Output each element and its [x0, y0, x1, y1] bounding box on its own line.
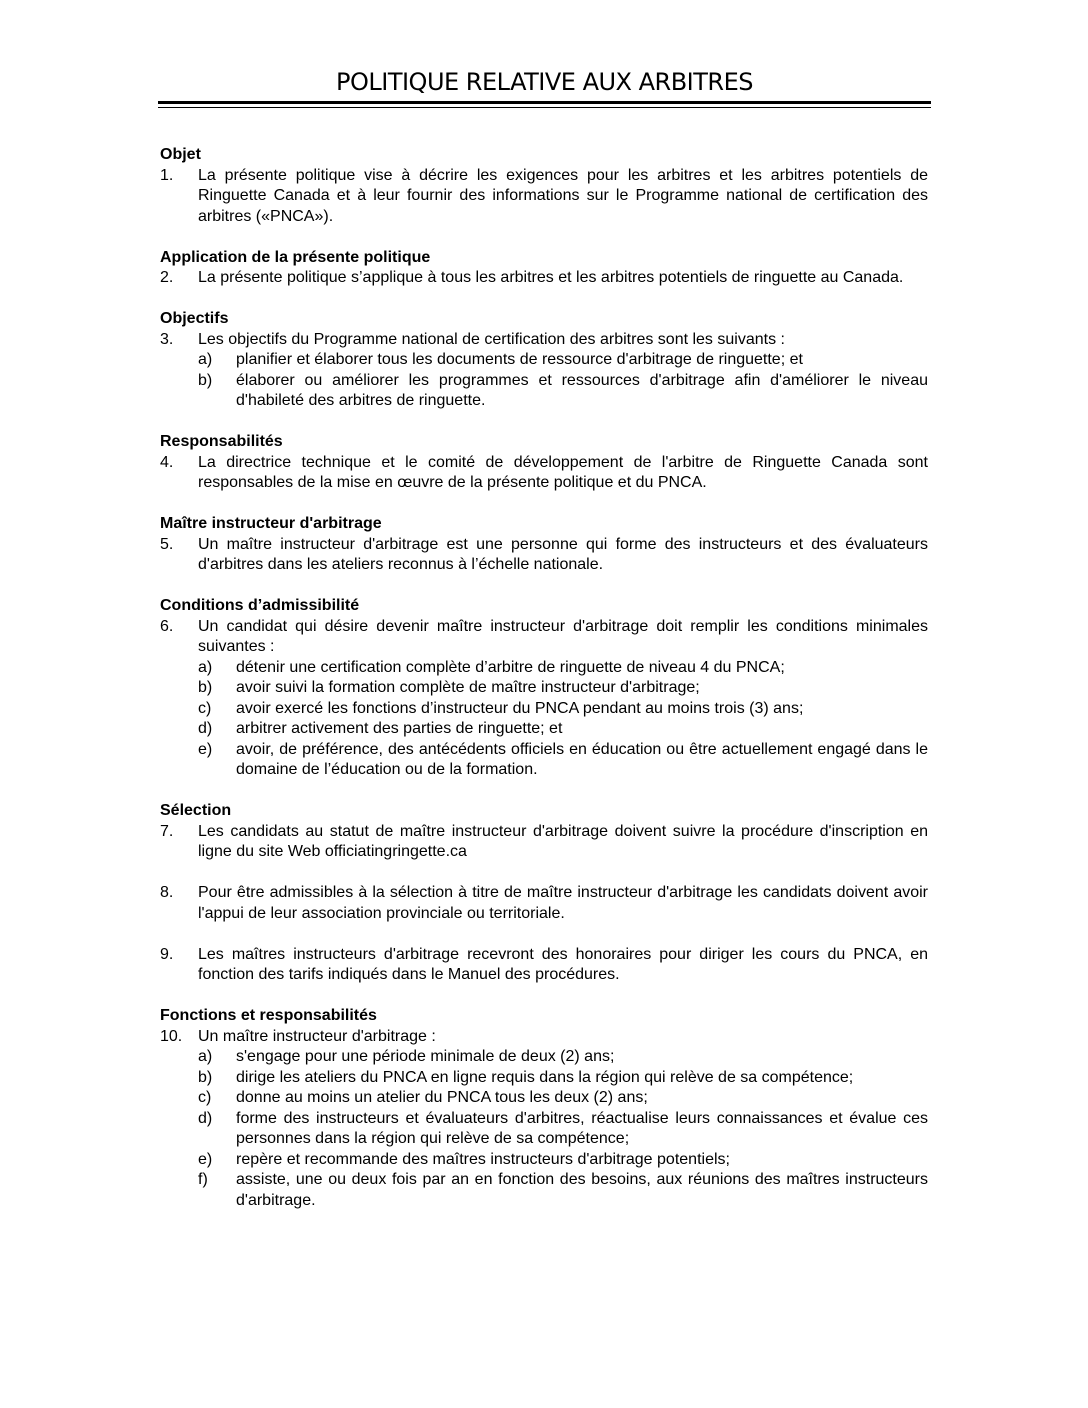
clause-text: La présente politique s’applique à tous les arbitres et les arbitres potentiels de ringuette au Canada.: [198, 269, 904, 286]
policy-section: [160, 514, 928, 576]
clause-number: 5.: [160, 535, 174, 553]
clause-text: La directrice technique et le comité de développement de l'arbitre de Ringuette Canada sont responsables de la mise en œuvre de la présente politique et du PNCA.: [198, 453, 928, 491]
sub-clause-letter: d): [198, 1109, 213, 1127]
section-heading: Maître instructeur d'arbitrage: [160, 515, 382, 532]
clause-text: Un maître instructeur d'arbitrage :: [198, 1027, 436, 1045]
section-heading: Sélection: [160, 802, 232, 819]
sub-clause: [198, 371, 928, 412]
sub-clause-letter: c): [198, 699, 212, 717]
policy-section: [160, 248, 928, 289]
sub-clause-text: avoir, de préférence, des antécédents officiels en éducation ou être actuellement engagé dans le domaine de l’éducation ou de la formation.: [236, 740, 928, 778]
section-heading: Conditions d’admissibilité: [160, 597, 360, 614]
numbered-clause: [160, 617, 928, 781]
numbered-clause: [160, 268, 928, 289]
sub-clause: [198, 1170, 928, 1211]
sub-clause: [198, 678, 928, 699]
clause-text: Pour être admissibles à la sélection à titre de maître instructeur d'arbitrage les candidats doivent avoir l'appui de leur association provinciale ou territoriale.: [198, 884, 928, 922]
clause-number: 8.: [160, 884, 174, 901]
sub-clause-letter: a): [198, 1048, 213, 1065]
policy-content: [160, 145, 928, 1232]
sub-clause-letter: d): [198, 720, 213, 737]
numbered-clause: [160, 1027, 928, 1212]
clause-number: 10.: [160, 1027, 183, 1045]
sub-clause: [198, 699, 928, 720]
policy-section: [160, 1006, 928, 1211]
numbered-clause: [160, 535, 928, 576]
sub-clause-letter: b): [198, 679, 213, 696]
numbered-clause: [160, 330, 928, 412]
numbered-clause: [160, 166, 928, 228]
sub-clause: [198, 740, 928, 781]
sub-clause: [198, 350, 928, 371]
clause-number: 3.: [160, 330, 174, 348]
section-heading: Fonctions et responsabilités: [160, 1007, 377, 1024]
sub-clause-text: forme des instructeurs et évaluateurs d'arbitres, réactualise leurs connaissances et évalue ces personnes dans la région qui relève de sa compétence;: [236, 1109, 928, 1147]
sub-clause-text: dirige les ateliers du PNCA en ligne requis dans la région qui relève de sa compétence;: [236, 1068, 854, 1086]
sub-clause-letter: e): [198, 740, 213, 758]
sub-clause-text: s'engage pour une période minimale de deux (2) ans;: [236, 1048, 615, 1065]
sub-clause-text: avoir suivi la formation complète de maître instructeur d'arbitrage;: [236, 679, 700, 696]
sub-clause-letter: a): [198, 351, 213, 368]
sub-clause-text: arbitrer activement des parties de ringuette; et: [236, 720, 563, 737]
numbered-clause: [160, 945, 928, 986]
policy-section: [160, 596, 928, 781]
clause-text: Un candidat qui désire devenir maître instructeur d'arbitrage doit remplir les conditions minimales suivantes :: [198, 617, 928, 655]
title-rule-thin: [158, 107, 931, 108]
clause-text: Les maîtres instructeurs d'arbitrage recevront des honoraires pour diriger les cours du PNCA, en fonction des tarifs indiqués dans le Manuel des procédures.: [198, 945, 928, 983]
sub-clause: [198, 1088, 928, 1109]
policy-section: [160, 432, 928, 494]
sub-clause-letter: a): [198, 658, 213, 676]
page-title: POLITIQUE RELATIVE AUX ARBITRES: [336, 68, 753, 96]
sub-clause: [198, 719, 928, 740]
clause-number: 7.: [160, 822, 174, 840]
sub-clause-text: repère et recommande des maîtres instructeurs d'arbitrage potentiels;: [236, 1150, 730, 1168]
sub-clause-text: détenir une certification complète d’arbitre de ringuette de niveau 4 du PNCA;: [236, 658, 785, 676]
policy-section: [160, 309, 928, 412]
sub-clause: [198, 1109, 928, 1150]
policy-section: [160, 801, 928, 986]
sub-clause-letter: b): [198, 1068, 213, 1086]
numbered-clause: [160, 822, 928, 863]
clause-number: 4.: [160, 453, 174, 471]
clause-number: 1.: [160, 166, 174, 184]
clause-text: Un maître instructeur d'arbitrage est une personne qui forme des instructeurs et des évaluateurs d'arbitres dans les ateliers reconnus à l’échelle nationale.: [198, 535, 928, 573]
sub-clause-list: [198, 658, 928, 781]
section-heading: Application de la présente politique: [160, 248, 431, 266]
sub-clause-list: [198, 350, 928, 412]
sub-clause-list: [198, 1047, 928, 1211]
title-rule-thick: [158, 101, 931, 104]
sub-clause-letter: c): [198, 1089, 212, 1106]
sub-clause-text: planifier et élaborer tous les documents de ressource d'arbitrage de ringuette; et: [236, 351, 803, 368]
sub-clause: [198, 1047, 928, 1068]
clause-text: Les candidats au statut de maître instructeur d'arbitrage doivent suivre la procédure d'inscription en ligne du site Web officiatingringette.ca: [198, 822, 928, 860]
sub-clause-letter: f): [198, 1171, 208, 1188]
sub-clause: [198, 658, 928, 679]
sub-clause-text: élaborer ou améliorer les programmes et ressources d'arbitrage afin d'améliorer le niveau d'habileté des arbitres de ringuette.: [236, 371, 928, 409]
policy-section: [160, 145, 928, 227]
sub-clause-letter: e): [198, 1150, 213, 1168]
section-heading: Objectifs: [160, 310, 229, 327]
sub-clause-text: avoir exercé les fonctions d’instructeur du PNCA pendant au moins trois (3) ans;: [236, 699, 804, 717]
section-heading: Objet: [160, 146, 201, 163]
clause-number: 2.: [160, 269, 174, 286]
numbered-clause: [160, 453, 928, 494]
sub-clause: [198, 1068, 928, 1089]
sub-clause-text: assiste, une ou deux fois par an en fonction des besoins, aux réunions des maîtres instructeurs d'arbitrage.: [236, 1171, 928, 1209]
sub-clause-letter: b): [198, 371, 213, 389]
clause-text: Les objectifs du Programme national de certification des arbitres sont les suivants :: [198, 330, 785, 348]
numbered-clause: [160, 883, 928, 924]
clause-number: 9.: [160, 945, 174, 963]
sub-clause-text: donne au moins un atelier du PNCA tous les deux (2) ans;: [236, 1089, 648, 1106]
clause-text: La présente politique vise à décrire les exigences pour les arbitres et les arbitres potentiels de Ringuette Canada et à leur fournir des informations sur le Programme national de certification des arbitres («PNCA»).: [198, 166, 928, 225]
section-heading: Responsabilités: [160, 433, 283, 450]
clause-number: 6.: [160, 617, 174, 635]
sub-clause: [198, 1150, 928, 1171]
